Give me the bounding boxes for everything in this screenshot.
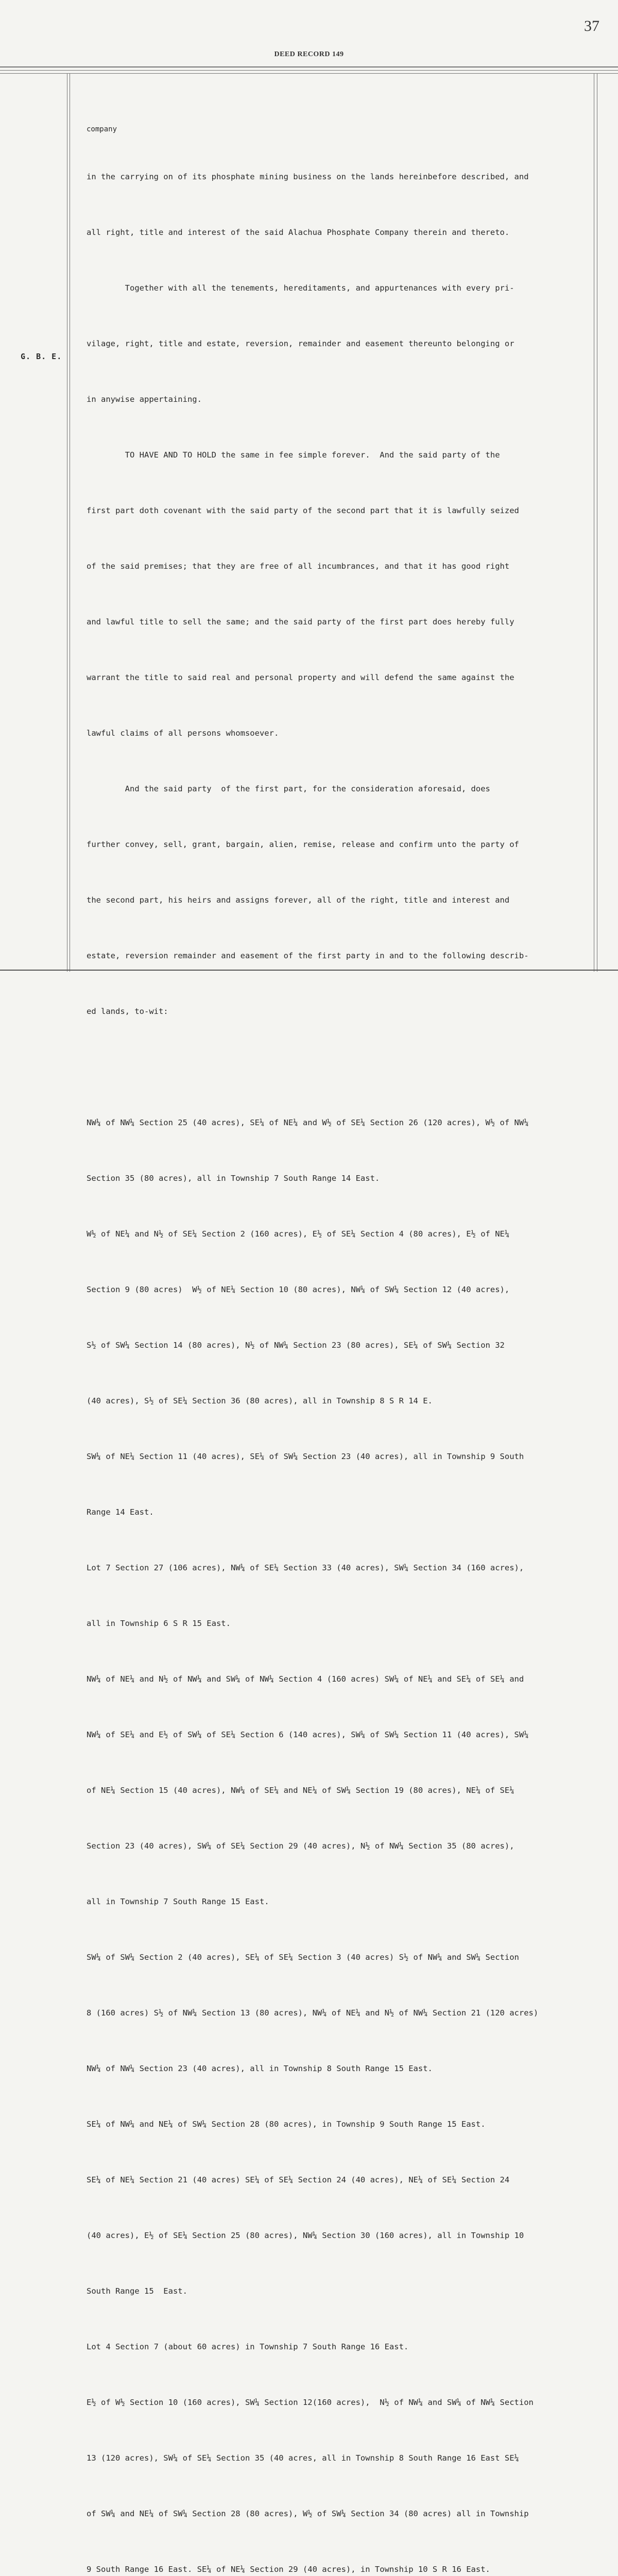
- text-line: And the said party of the first part, for the consideration aforesaid, does: [87, 784, 490, 793]
- header-rule: [0, 70, 618, 71]
- header-rule: [0, 66, 618, 67]
- land-line: (40 acres), E½ of SE¼ Section 25 (80 acres), NW¼ Section 30 (160 acres), all in Township 10: [87, 2231, 524, 2240]
- land-line: Range 14 East.: [87, 1507, 154, 1517]
- header-rule: [0, 73, 618, 74]
- margin-note: G. B. E.: [21, 352, 62, 361]
- land-line: all in Township 6 S R 15 East.: [87, 1619, 231, 1628]
- land-line: S½ of SW¼ Section 14 (80 acres), N½ of NW¼ Section 23 (80 acres), SE¼ of SW¼ Section 32: [87, 1341, 505, 1350]
- land-line: NW¼ of NE¼ and N½ of NW¼ and SW¼ of NW¼ Section 4 (160 acres) SW¼ of NE¼ and SE¼ of SE¼ and: [87, 1674, 524, 1684]
- text-line: first part doth covenant with the said party of the second part that it is lawfully seized: [87, 506, 519, 515]
- text-line: lawful claims of all persons whomsoever.: [87, 728, 279, 738]
- land-line: Section 9 (80 acres) W½ of NE¼ Section 10 (80 acres), NW¼ of SW¼ Section 12 (40 acres),: [87, 1285, 510, 1294]
- land-line: South Range 15 East.: [87, 2286, 187, 2296]
- land-line: NW¼ of NW¼ Section 23 (40 acres), all in Township 8 South Range 15 East.: [87, 2064, 433, 2073]
- land-line: SW¼ of SW¼ Section 2 (40 acres), SE¼ of SE¼ Section 3 (40 acres) S½ of NW¼ and SW¼ Section: [87, 1953, 519, 1962]
- land-line: Section 35 (80 acres), all in Township 7 South Range 14 East.: [87, 1174, 380, 1183]
- land-line: (40 acres), S½ of SE¼ Section 36 (80 acres), all in Township 8 S R 14 E.: [87, 1396, 433, 1405]
- land-line: of NE¼ Section 15 (40 acres), NW¼ of SE¼ and NE¼ of SW¼ Section 19 (80 acres), NE¼ of SE¼: [87, 1786, 514, 1795]
- land-line: SE¼ of NW¼ and NE¼ of SW¼ Section 28 (80 acres), in Township 9 South Range 15 East.: [87, 2120, 486, 2129]
- interlined-word: company: [87, 125, 117, 133]
- land-line: 8 (160 acres) S½ of NW¼ Section 13 (80 acres), NW¼ of NE¼ and N½ of NW¼ Section 21 (120 acres): [87, 2008, 539, 2018]
- text-line: ed lands, to-wit:: [87, 1007, 168, 1016]
- text-line: the second part, his heirs and assigns forever, all of the right, title and interest and: [87, 895, 510, 905]
- text-line: warrant the title to said real and personal property and will defend the same against the: [87, 673, 514, 682]
- land-line: of SW¼ and NE¼ of SW¼ Section 28 (80 acres), W½ of SW¼ Section 34 (80 acres) all in Township: [87, 2509, 529, 2518]
- text-line: of the said premises; that they are free of all incumbrances, and that it has good right: [87, 562, 510, 571]
- page-header-title: DEED RECORD 149: [274, 50, 344, 58]
- land-line: 13 (120 acres), SW¼ of SE¼ Section 35 (40 acres, all in Township 8 South Range 16 East SE¼: [87, 2453, 519, 2463]
- text-line: all right, title and interest of the said Alachua Phosphate Company therein and thereto.: [87, 228, 510, 237]
- land-line: SE¼ of NE¼ Section 21 (40 acres) SE¼ of SE¼ Section 24 (40 acres), NE¼ of SE¼ Section 24: [87, 2175, 510, 2184]
- blank-line: [87, 1058, 594, 1076]
- text-line: TO HAVE AND TO HOLD the same in fee simple forever. And the said party of the: [87, 450, 500, 460]
- text-line: estate, reversion remainder and easement of the first party in and to the following describ-: [87, 951, 529, 960]
- bottom-rule: [0, 970, 618, 971]
- text-line: in anywise appertaining.: [87, 395, 202, 404]
- land-line: W½ of NE¼ and N½ of SE¼ Section 2 (160 acres), E½ of SE¼ Section 4 (80 acres), E½ of NE¼: [87, 1229, 510, 1239]
- land-line: E½ of W½ Section 10 (160 acres), SW¼ Section 12(160 acres), N½ of NW¼ and SW¼ of NW¼ Section: [87, 2398, 534, 2407]
- deed-text: [87, 85, 594, 2576]
- land-line: Section 23 (40 acres), SW¼ of SE¼ Section 29 (40 acres), N½ of NW¼ Section 35 (80 acres),: [87, 1841, 514, 1851]
- page-number: 37: [584, 18, 599, 35]
- land-line: Lot 4 Section 7 (about 60 acres) in Township 7 South Range 16 East.: [87, 2342, 409, 2351]
- land-line: NW¼ of NW¼ Section 25 (40 acres), SE¼ of NE¼ and W½ of SE¼ Section 26 (120 acres), W½ of NW¼: [87, 1118, 529, 1127]
- text-line: in the carrying on of its phosphate mining business on the lands hereinbefore described, and: [87, 172, 529, 181]
- land-line: NW¼ of SE¼ and E½ of SW¼ of SE¼ Section 6 (140 acres), SW¼ of SW¼ Section 11 (40 acres), SW¼: [87, 1730, 529, 1739]
- text-line: vilage, right, title and estate, reversion, remainder and easement thereunto belonging or: [87, 339, 514, 348]
- land-line: 9 South Range 16 East. SE¼ of NE¼ Section 29 (40 acres), in Township 10 S R 16 East.: [87, 2565, 490, 2574]
- text-line: further convey, sell, grant, bargain, alien, remise, release and confirm unto the party of: [87, 840, 519, 849]
- land-line: Lot 7 Section 27 (106 acres), NW¼ of SE¼ Section 33 (40 acres), SW¼ Section 34 (160 acres),: [87, 1563, 524, 1572]
- text-line: and lawful title to sell the same; and the said party of the first part does hereby fully: [87, 617, 514, 626]
- text-line: Together with all the tenements, hereditaments, and appurtenances with every pri-: [87, 283, 514, 293]
- land-line: all in Township 7 South Range 15 East.: [87, 1897, 269, 1906]
- land-line: SW¼ of NE¼ Section 11 (40 acres), SE¼ of SW¼ Section 23 (40 acres), all in Township 9 South: [87, 1452, 524, 1461]
